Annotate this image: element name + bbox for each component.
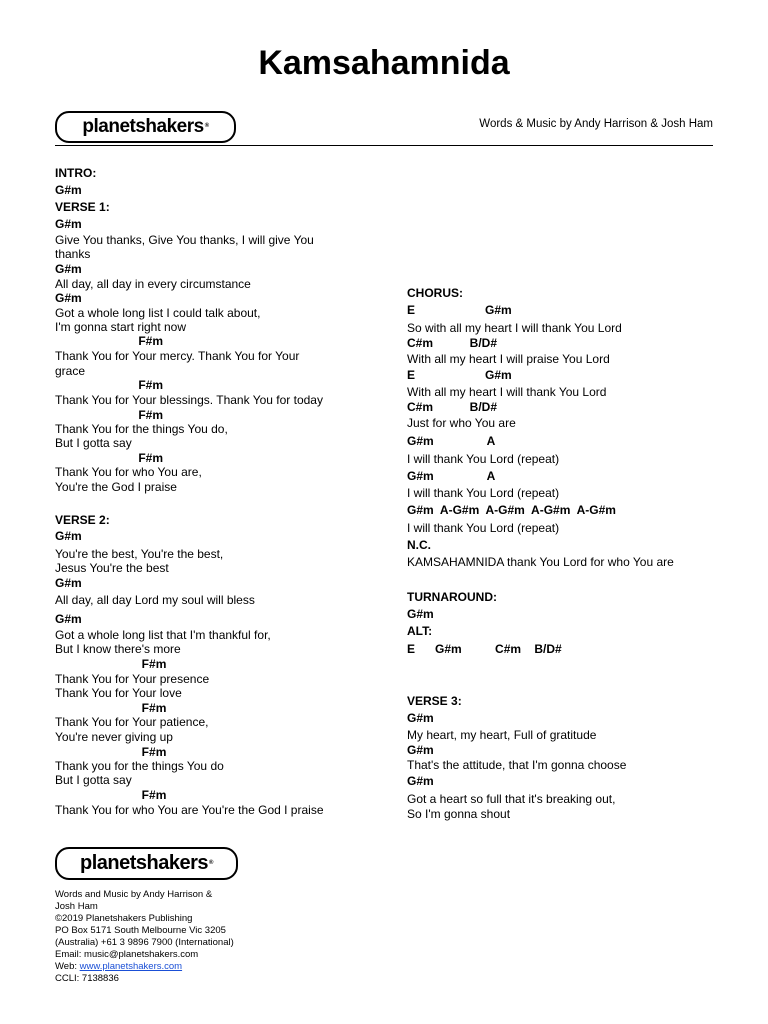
footer-line: Email: music@planetshakers.com bbox=[55, 949, 199, 960]
lyric-line: My heart, my heart, Full of gratitude bbox=[407, 728, 597, 742]
chord-line: F#m bbox=[55, 408, 164, 422]
lyric-line: KAMSAHAMNIDA thank You Lord for who You are bbox=[407, 555, 674, 569]
lyric-line: I'm gonna start right now bbox=[55, 320, 187, 334]
song-title: Kamsahamnida bbox=[258, 44, 510, 82]
chord-line: G#m A bbox=[407, 434, 496, 448]
lyric-line: Got a whole long list that I'm thankful for, bbox=[55, 628, 271, 642]
chord-line: G#m bbox=[55, 183, 82, 197]
lyric-line: Thank You for who You are, bbox=[55, 465, 202, 479]
planetshakers-logo bbox=[55, 111, 236, 143]
chord-line: E G#m bbox=[407, 303, 512, 317]
registered-mark: ® bbox=[209, 860, 213, 866]
website-link[interactable]: www.planetshakers.com bbox=[79, 961, 183, 972]
lyric-line: All day, all day in every circumstance bbox=[55, 277, 251, 291]
chord-line: E G#m C#m B/D# bbox=[407, 642, 562, 656]
chord-line: G#m bbox=[407, 774, 434, 788]
lyric-line: Thank You for the things You do, bbox=[55, 422, 228, 436]
registered-mark: ® bbox=[204, 123, 209, 129]
lyric-line: Got a heart so full that it's breaking out, bbox=[407, 792, 616, 806]
footer-line: PO Box 5171 South Melbourne Vic 3205 bbox=[55, 925, 226, 936]
lyric-line: But I gotta say bbox=[55, 773, 132, 787]
chord-line: F#m bbox=[55, 701, 167, 715]
chord-line: VERSE 3: bbox=[407, 694, 462, 708]
chord-line: F#m bbox=[55, 334, 164, 348]
chord-line: G#m bbox=[55, 262, 82, 276]
lyric-line: Thank You for Your blessings. Thank You for today bbox=[55, 393, 323, 407]
lyric-line: You're the God I praise bbox=[55, 480, 177, 494]
lyric-line: Got a whole long list I could talk about, bbox=[55, 306, 261, 320]
lyric-line: Give You thanks, Give You thanks, I will give You bbox=[55, 233, 314, 247]
chord-line: VERSE 2: bbox=[55, 513, 110, 527]
footer-line: (Australia) +61 3 9896 7900 (International) bbox=[55, 937, 234, 948]
lyric-line: Thank You for Your love bbox=[55, 686, 182, 700]
chord-line: E G#m bbox=[407, 368, 512, 382]
lyric-line: Thank You for Your presence bbox=[55, 672, 210, 686]
footer-line: Josh Ham bbox=[55, 901, 98, 912]
ccli-number: CCLI: 7138836 bbox=[55, 973, 119, 984]
chord-line: C#m B/D# bbox=[407, 400, 498, 414]
logo-text: planetshakers bbox=[82, 116, 204, 137]
chord-line: G#m bbox=[55, 529, 82, 543]
chord-line: INTRO: bbox=[55, 166, 97, 180]
footer-line: Words and Music by Andy Harrison & bbox=[55, 889, 213, 900]
lyric-line: With all my heart I will thank You Lord bbox=[407, 385, 607, 399]
songwriter-credit: Words & Music by Andy Harrison & Josh Ham bbox=[479, 118, 713, 130]
chord-line: F#m bbox=[55, 657, 167, 671]
lyric-line: So with all my heart I will thank You Lord bbox=[407, 321, 622, 335]
chord-line: G#m bbox=[55, 612, 82, 626]
chord-line: F#m bbox=[55, 451, 164, 465]
chord-line: TURNAROUND: bbox=[407, 590, 497, 604]
chord-line: G#m bbox=[407, 743, 434, 757]
chord-line: G#m bbox=[407, 607, 434, 621]
lyric-line: You're never giving up bbox=[55, 730, 173, 744]
footer-web-line bbox=[55, 961, 315, 973]
lyric-line: grace bbox=[55, 364, 86, 378]
lyric-line: I will thank You Lord (repeat) bbox=[407, 486, 560, 500]
chord-line: CHORUS: bbox=[407, 286, 463, 300]
footer-line: ©2019 Planetshakers Publishing bbox=[55, 913, 193, 924]
chord-line: G#m bbox=[407, 711, 434, 725]
chord-line: N.C. bbox=[407, 538, 431, 552]
lyric-line: thanks bbox=[55, 247, 91, 261]
lyric-line: All day, all day Lord my soul will bless bbox=[55, 593, 255, 607]
chord-line: G#m A-G#m A-G#m A-G#m A-G#m bbox=[407, 503, 616, 517]
chord-line: ALT: bbox=[407, 624, 433, 638]
lyric-line: I will thank You Lord (repeat) bbox=[407, 521, 560, 535]
lyric-line: So I'm gonna shout bbox=[407, 807, 511, 821]
lyric-line: Just for who You are bbox=[407, 416, 516, 430]
lyric-line: I will thank You Lord (repeat) bbox=[407, 452, 560, 466]
lyric-line: With all my heart I will praise You Lord bbox=[407, 352, 610, 366]
chord-line: F#m bbox=[55, 788, 167, 802]
lyric-line: Thank You for Your mercy. Thank You for Your bbox=[55, 349, 300, 363]
lyric-line: That's the attitude, that I'm gonna choose bbox=[407, 758, 627, 772]
web-label: Web: bbox=[55, 961, 80, 972]
chord-line: G#m bbox=[55, 217, 82, 231]
lyric-line: Thank You for Your patience, bbox=[55, 715, 209, 729]
chord-line: C#m B/D# bbox=[407, 336, 498, 350]
planetshakers-logo-footer bbox=[55, 847, 238, 880]
lyric-line: But I gotta say bbox=[55, 436, 132, 450]
header-divider bbox=[55, 145, 713, 146]
logo-text: planetshakers bbox=[80, 852, 209, 874]
lyric-line: Jesus You're the best bbox=[55, 561, 169, 575]
chord-line: VERSE 1: bbox=[55, 200, 110, 214]
chord-line: F#m bbox=[55, 745, 167, 759]
chord-line: G#m bbox=[55, 291, 82, 305]
lyric-line: But I know there's more bbox=[55, 642, 181, 656]
chord-line: F#m bbox=[55, 378, 164, 392]
lyric-line: You're the best, You're the best, bbox=[55, 547, 224, 561]
chord-line: G#m bbox=[55, 576, 82, 590]
publishing-footer bbox=[55, 889, 315, 985]
lyric-line: Thank you for the things You do bbox=[55, 759, 224, 773]
lyric-line: Thank You for who You are You're the God I praise bbox=[55, 803, 324, 817]
chord-line: G#m A bbox=[407, 469, 496, 483]
